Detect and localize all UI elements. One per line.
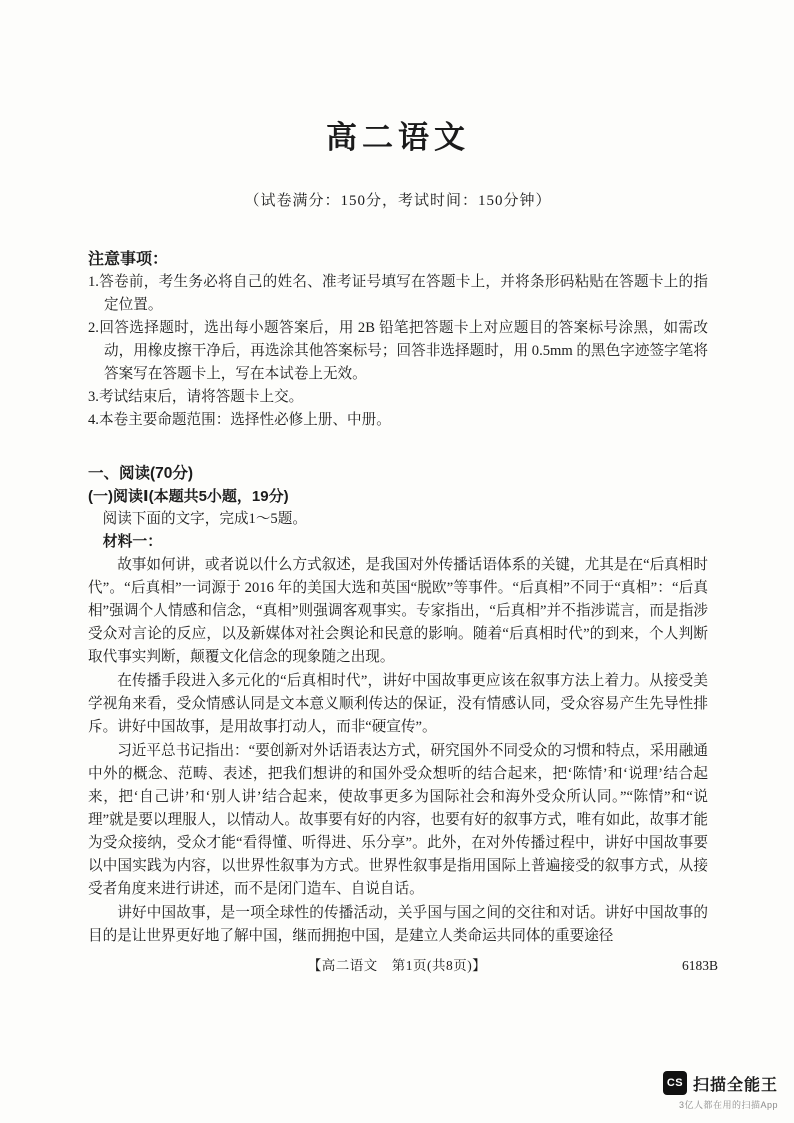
material-one-label: 材料一： [102, 534, 162, 550]
notice-item-2: 2.回答选择题时，选出每小题答案后，用 2B 铅笔把答题卡上对应题目的答案标号涂黑，如需改动，用橡皮擦干净后，再选涂其他答案标号；回答非选择题时，用 0.5mm 的黑色字迹签字笔将答案写在答题卡上，写在本试卷上无效。 [88, 320, 708, 382]
reading-instruction: 阅读下面的文字，完成1～5题。 [102, 511, 307, 527]
notice-item-3: 3.考试结束后，请将答题卡上交。 [88, 389, 304, 405]
material-paragraph-3: 习近平总书记指出：“要创新对外话语表达方式，研究国外不同受众的习惯和特点，采用融通中外的概念、范畴、表述，把我们想讲的和国外受众想听的结合起来，把‘陈情’和‘说理’结合起来，把‘自己讲’和‘别人讲’结合起来，使故事更多为国际社会和海外受众所认同。”“陈情”和“说理”就是要以理服人，以情动人。故事要有好的内容，也要有好的叙事方式，唯有如此，故事才能为受众接纳，受众才能“看得懂、听得进、乐分享”。此外，在对外传播过程中，讲好中国故事要以中国实践为内容，以世界性叙事为方式。世界性叙事是指用国际上普遍接受的叙事方式，从接受者角度来进行讲述，而不是闭门造车、自说自话。 [88, 743, 708, 897]
footer-page-indicator: 【高二语文 第1页(共8页)】 [307, 958, 487, 973]
section-heading-reading: 一、阅读(70分) [88, 465, 194, 482]
material-paragraph-4: 讲好中国故事，是一项全球性的传播活动，关乎国与国之间的交往和对话。讲好中国故事的目的是让世界更好地了解中国，继而拥抱中国，是建立人类命运共同体的重要途径 [88, 905, 708, 944]
scanner-brand-text: 扫描全能王 [692, 1076, 778, 1094]
notice-heading: 注意事项： [88, 251, 169, 268]
page-footer [0, 957, 794, 975]
notice-item-1: 1.答卷前，考生务必将自己的姓名、准考证号填写在答题卡上，并将条形码粘贴在答题卡上的指定位置。 [88, 274, 708, 313]
material-paragraph-1: 故事如何讲，或者说以什么方式叙述，是我国对外传播话语体系的关键，尤其是在“后真相时代”。“后真相”一词源于 2016 年的美国大选和英国“脱欧”等事件。“后真相”不同于“真相”：“后真相”强调个人情感和信念，“真相”则强调客观事实。专家指出，“后真相”并不指涉谎言，而是指涉受众对言论的反应，以及新媒体对社会舆论和民意的影响。随着“后真相时代”的到来，个人判断取代事实判断，颠覆文化信念的现象随之出现。 [88, 557, 708, 665]
material-paragraph-2: 在传播手段进入多元化的“后真相时代”，讲好中国故事更应该在叙事方法上着力。从接受美学视角来看，受众情感认同是文本意义顺利传达的保证，没有情感认同，受众容易产生先导性排斥。讲好中国故事，是用故事打动人，而非“硬宣传”。 [88, 673, 708, 735]
notice-list [88, 271, 708, 432]
paper-title: 高二语文 [326, 120, 470, 155]
camscanner-logo-icon: CS [663, 1071, 687, 1095]
scanner-watermark-row [663, 1071, 778, 1095]
notice-item-4: 4.本卷主要命题范围：选择性必修上册、中册。 [88, 412, 391, 428]
scanner-watermark [663, 1071, 778, 1111]
footer-paper-code: 6183B [681, 958, 718, 973]
paper-subtitle: （试卷满分：150分，考试时间：150分钟） [244, 193, 552, 209]
subsection-heading-reading-1: (一)阅读Ⅰ(本题共5小题，19分) [88, 488, 289, 505]
scanner-tagline: 3亿人都在用的扫描App [678, 1100, 778, 1110]
